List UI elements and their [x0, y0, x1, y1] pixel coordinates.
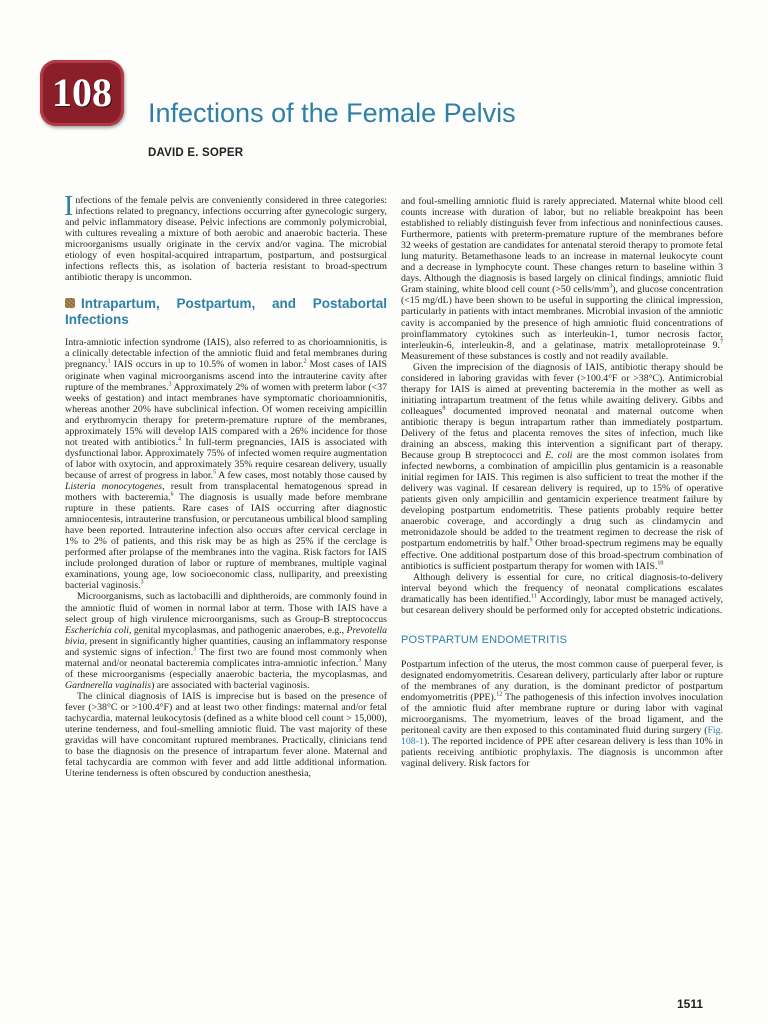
body-paragraph: Intra-amniotic infection syndrome (IAIS), also referred to as chorioamnionitis, is a clinically detectable infection of the amniotic fluid and fetal membranes during pregnancy.$^1$ IAIS occurs in up to 10.5% of women in labor.$^2$ Most cases of IAIS originate when vaginal microorganisms ascend into the intrauterine cavity after rupture of the membranes.$^3$ Approximately 2% of women with preterm labor (<37 weeks of gestation) and intact membranes have symptomatic chorioamnionitis, whereas another 20% have subclinical infection. Of women receiving ampicillin and erythromycin therapy for preterm-premature rupture of the membranes, approximately 15% will develop IAIS compared with a 26% incidence for those not treated with antibiotics.$^4$ In full-term pregnancies, IAIS is associated with dysfunctional labor. Approximately 75% of infected women require augmentation of labor with oxytocin, and approximately 35% require cesarean delivery, usually because of arrest of progress in labor.$^5$ A few cases, most notably those caused by Listeria monocytogenes, result from transplacental hematogenous spread in mothers with bacteremia.$^6$ The diagnosis is usually made before membrane rupture in these patients. Rare cases of IAIS occurring after diagnostic amniocentesis, intrauterine transfusion, or percutaneous umbilical blood sampling have been reported. Intrauterine infection also occurs after cervical cerclage in 1% to 2% of patients, and this risk may be as high as 25% if the cerclage is performed after prolapse of the membranes into the vagina. Risk factors for IAIS include prolonged duration of labor or rupture of membranes, multiple vaginal examinations, young age, low socioeconomic class, nulliparity, and preexisting bacterial vaginosis.$^3$: [65, 337, 388, 592]
author-name: DAVID E. SOPER: [148, 147, 244, 159]
body-paragraph: and foul-smelling amniotic fluid is rarely appreciated. Maternal white blood cell counts increase with duration of labor, but no reliable breakpoint has been established to reliably distinguish fever from infectious and noninfectious causes. Furthermore, patients with preterm-premature rupture of the membranes before 32 weeks of gestation are candidates for antenatal steroid therapy to promote fetal lung maturity. Betamethasone leads to an increase in maternal leukocyte count and a decrease in lymphocyte count. These changes return to baseline within 3 days. Although the diagnosis is based largely on clinical findings, amniotic fluid Gram staining, white blood cell count (>50 cells/$mm^3$), and glucose concentration (<15 mg/dL) have been shown to be useful in supporting the clinical impression, particularly in patients with intact membranes. Microbial invasion of the amniotic cavity is accompanied by the presence of high amniotic fluid concentrations of proinflammatory cytokines such as interleukin-1, tumor necrosis factor, interleukin-6, interleukin-8, and a gelatinase, matrix metalloproteinase 9.$^7$ Measurement of these substances is costly and not readily available.: [401, 196, 723, 362]
right-column: [401, 196, 723, 769]
figure-reference-link[interactable]: Fig. 108-1: [401, 725, 723, 748]
chapter-number-badge: [40, 60, 124, 126]
subheading-postpartum-endometritis: POSTPARTUM ENDOMETRITIS: [401, 633, 568, 646]
page-number: 1511: [677, 997, 704, 1011]
section-heading-intrapartum: Intrapartum, Postpartum, and Postabortal Infections: [65, 296, 387, 328]
body-paragraph: Given the imprecision of the diagnosis of IAIS, antibiotic therapy should be considered in laboring gravidas with fever (>100.4°F or >38°C). Antimicrobial therapy for IAIS is aimed at preventing bacteremia in the mother as well as initiating intrapartum treatment of the fetus while awaiting delivery. Gibbs and colleagues$^8$ documented improved neonatal and maternal outcome when antibiotic therapy is begun intrapartum rather than immediately postpartum. Delivery of the fetus and placenta removes the sites of infection, much like draining an abscess, making this intervention a significant part of therapy. Because group B streptococci and E. coli are the most common isolates from infected newborns, a combination of ampicillin plus gentamicin is a reasonable initial regimen for IAIS. This regimen is also sufficient to treat the mother if the delivery was vaginal. If cesarean delivery is required, up to 15% of operative patients given only ampicillin and gentamicin experience treatment failure by developing postpartum endometritis. These patients probably require better anaerobic coverage, and accordingly a drug such as clindamycin and metronidazole should be added to the treatment regimen to decrease the risk of postpartum endometritis by half.$^9$ Other broad-spectrum regimens may be equally effective. One additional postpartum dose of this broad-spectrum combination of antibiotics is sufficient postpartum therapy for women with IAIS.$^{10}$: [401, 361, 724, 572]
body-paragraph: Microorganisms, such as lactobacilli and diphtheroids, are commonly found in the amniotic fluid of women in normal labor at term. Those with IAIS have a select group of high virulence microorganisms, such as Group-B streptococcus Escherichia coli, genital mycoplasmas, and pathogenic anaerobes, e.g., Prevotella bivia, present in significantly higher quantities, causing an inflammatory response and systemic signs of infection.$^3$ The first two are found most commonly when maternal and/or neonatal bacteremia complicates intra-amniotic infection.$^3$ Many of these microorganisms (especially anaerobic bacteria, the mycoplasmas, and Gardnerella vaginalis) are associated with bacterial vaginosis.: [65, 591, 387, 691]
body-paragraph: Although delivery is essential for cure, no critical diagnosis-to-delivery interval beyond which the frequency of neonatal complications escalates dramatically has been identified.$^{11}$ Accordingly, labor must be managed actively, but cesarean delivery should be performed only for accepted obstetric indications.: [401, 571, 723, 616]
body-paragraph: The clinical diagnosis of IAIS is imprecise but is based on the presence of fever (>38°C or >100.4°F) and at least two other findings: maternal and/or fetal tachycardia, maternal leukocytosis (defined as a white blood cell count > 15,000), uterine tenderness, and foul-smelling amniotic fluid. The vast majority of these gravidas will have concomitant ruptured membranes. Practically, clinicians tend to base the diagnosis on the presence of intrapartum fever alone. Maternal and fetal tachycardia are common with fever and add little additional information. Uterine tenderness is often obscured by conduction anesthesia,: [65, 690, 387, 780]
drop-cap: I: [64, 191, 74, 222]
section-ornament-icon: [65, 298, 75, 308]
body-paragraph: Postpartum infection of the uterus, the most common cause of puerperal fever, is designated endomyometritis. Cesarean delivery, particularly after labor or rupture of the membranes of any duration, is the dominant predictor of postpartum endomyometritis (PPE).$^{12}$ The pathogenesis of this infection involves inoculation of the amniotic fluid after membrane rupture or during labor with vaginal microorganisms. The myometrium, leaves of the broad ligament, and the peritoneal cavity are then exposed to this contaminated fluid during surgery (Fig. 108-1). The reported incidence of PPE after cesarean delivery is less than 10% in patients receiving antibiotic prophylaxis. The diagnosis is uncommon after vaginal delivery. Risk factors for: [401, 658, 724, 770]
chapter-title: Infections of the Female Pelvis: [148, 98, 516, 128]
chapter-number: 108: [52, 70, 112, 115]
intro-paragraph: Infections of the female pelvis are conveniently considered in three categories: infections related to pregnancy, infections occurring after gynecologic surgery, and pelvic inflammatory disease. Pelvic infections are commonly polymicrobial, with cultures revealing a mixture of both aerobic and anaerobic bacteria. These microorganisms usually originate in the cervix and/or vagina. The microbial etiology of even hospital-acquired intrapartum, postpartum, and postsurgical infections reflects this, as isolation of bacteria resistant to broad-spectrum antibiotic therapy is uncommon.: [64, 191, 387, 284]
left-column: [64, 191, 388, 780]
